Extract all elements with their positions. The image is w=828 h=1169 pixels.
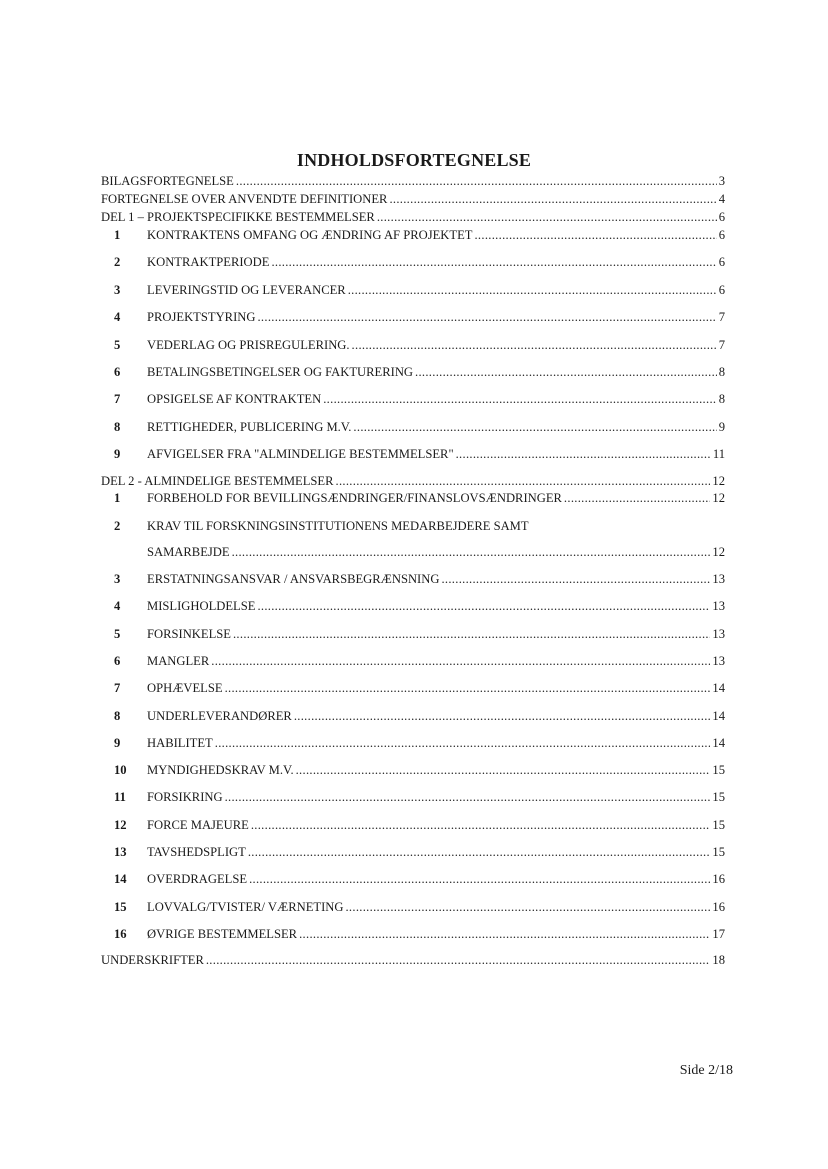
leader-dots xyxy=(233,627,710,642)
toc-entry-text: LOVVALG/TVISTER/ VÆRNETING xyxy=(147,899,344,914)
leader-dots xyxy=(474,228,716,243)
leader-dots xyxy=(323,392,716,407)
toc-page-number: 7 xyxy=(718,337,725,352)
toc-entry-number: 13 xyxy=(114,845,127,859)
toc-entry-text: SAMARBEJDE xyxy=(147,545,230,559)
leader-dots xyxy=(352,338,717,353)
toc-page-number: 14 xyxy=(712,708,725,723)
toc-entry-number: 11 xyxy=(114,790,126,805)
toc-entry-underskrifter[interactable] xyxy=(101,953,725,971)
leader-dots xyxy=(348,283,717,298)
page-number-footer: Side 2/18 xyxy=(679,1063,733,1078)
toc-entry-text: PROJEKTSTYRING xyxy=(147,310,256,325)
toc-entry-text: HABILITET xyxy=(147,735,213,750)
toc-entry-text: DEL 1 – PROJEKTSPECIFIKKE BESTEMMELSER xyxy=(101,210,375,224)
toc-entry-number: 14 xyxy=(114,872,127,887)
leader-dots xyxy=(294,709,711,724)
leader-dots xyxy=(441,572,710,587)
toc-page-number: 6 xyxy=(718,255,725,270)
leader-dots xyxy=(232,545,711,560)
toc-entry-text: FORCE MAJEURE xyxy=(147,817,249,832)
toc-entry[interactable] xyxy=(101,736,725,754)
toc-entry-number: 15 xyxy=(114,899,127,914)
toc-entry-number: 12 xyxy=(114,817,127,832)
toc-entry[interactable] xyxy=(101,447,725,465)
toc-entry[interactable] xyxy=(101,627,725,645)
toc-page-number: 8 xyxy=(718,365,725,379)
toc-entry-del2-1[interactable] xyxy=(101,491,725,509)
toc-entry-number: 2 xyxy=(114,255,121,270)
toc-page-number: 17 xyxy=(712,926,725,941)
toc-entry[interactable] xyxy=(101,654,725,672)
toc-entry-text: UNDERLEVERANDØRER xyxy=(147,708,292,723)
toc-entry[interactable] xyxy=(101,365,725,383)
toc-entry[interactable] xyxy=(101,681,725,699)
toc-page-number: 8 xyxy=(718,392,725,407)
toc-page-number: 9 xyxy=(718,419,725,434)
toc-page-number: 13 xyxy=(712,599,725,614)
toc-entry-definitioner[interactable] xyxy=(101,192,725,210)
toc-entry-text: DEL 2 - ALMINDELIGE BESTEMMELSER xyxy=(101,474,334,488)
toc-entry-text: RETTIGHEDER, PUBLICERING M.V. xyxy=(147,419,352,434)
leader-dots xyxy=(353,420,716,435)
toc-entry[interactable] xyxy=(101,255,725,273)
toc-entry-text: KONTRAKTENS OMFANG OG ÆNDRING AF PROJEKTET xyxy=(147,228,473,242)
toc-entry-number: 4 xyxy=(114,310,121,325)
toc-entry[interactable] xyxy=(101,845,725,863)
toc-page-number: 6 xyxy=(718,282,725,297)
leader-dots xyxy=(564,491,710,506)
toc-entry-number: 3 xyxy=(114,572,121,586)
toc-entry-number: 5 xyxy=(114,626,121,641)
toc-entry-del2[interactable] xyxy=(101,474,725,492)
toc-entry[interactable] xyxy=(101,283,725,301)
toc-entry-text: ERSTATNINGSANSVAR / ANSVARSBEGRÆNSNING xyxy=(147,572,440,586)
toc-entry-text: OPSIGELSE AF KONTRAKTEN xyxy=(147,392,322,407)
toc-entry-text: ØVRIGE BESTEMMELSER xyxy=(147,926,298,941)
toc-entry-text: TAVSHEDSPLIGT xyxy=(147,845,246,859)
toc-entry-number: 8 xyxy=(114,419,121,434)
toc-page-number: 15 xyxy=(712,817,725,832)
toc-page-number: 13 xyxy=(712,572,725,586)
toc-page-number: 14 xyxy=(712,735,725,750)
toc-entry[interactable] xyxy=(101,790,725,808)
toc-page-number: 16 xyxy=(712,899,725,914)
toc-page-number: 6 xyxy=(718,210,725,224)
toc-entry[interactable] xyxy=(101,900,725,918)
leader-dots xyxy=(248,845,711,860)
leader-dots xyxy=(345,900,710,915)
toc-entry-del2-2[interactable] xyxy=(101,519,725,537)
toc-entry-del1[interactable] xyxy=(101,210,725,228)
toc-entry[interactable] xyxy=(101,228,725,246)
toc-entry-text: FORSINKELSE xyxy=(147,626,231,641)
toc-entry-number: 3 xyxy=(114,282,121,297)
toc-page-number: 12 xyxy=(712,545,725,559)
leader-dots xyxy=(211,654,710,669)
toc-entry[interactable] xyxy=(101,420,725,438)
toc-entry[interactable] xyxy=(101,310,725,328)
leader-dots xyxy=(271,255,716,270)
toc-entry-del2-2-cont[interactable] xyxy=(101,545,725,563)
toc-entry-text: LEVERINGSTID OG LEVERANCER xyxy=(147,282,346,297)
toc-page-number: 13 xyxy=(712,626,725,641)
toc-page-number: 14 xyxy=(712,681,725,696)
toc-entry-number: 9 xyxy=(114,447,121,462)
toc-page-number: 7 xyxy=(718,310,725,325)
leader-dots xyxy=(225,681,711,696)
page-title: INDHOLDSFORTEGNELSE xyxy=(296,150,532,170)
leader-dots xyxy=(236,174,717,189)
toc-entry-text: UNDERSKRIFTER xyxy=(101,953,204,967)
leader-dots xyxy=(296,763,711,778)
toc-page-number: 12 xyxy=(712,474,725,488)
leader-dots xyxy=(299,927,710,942)
toc-entry-number: 1 xyxy=(114,228,121,242)
toc-page-number: 4 xyxy=(718,192,725,206)
toc-page-number: 18 xyxy=(712,953,725,967)
leader-dots xyxy=(206,953,711,968)
toc-entry-number: 6 xyxy=(114,653,121,668)
toc-entry-text: VEDERLAG OG PRISREGULERING. xyxy=(147,337,350,352)
leader-dots xyxy=(215,736,711,751)
toc-entry[interactable] xyxy=(101,709,725,727)
toc-entry-number: 4 xyxy=(114,599,121,614)
toc-page-number: 13 xyxy=(712,653,725,668)
leader-dots xyxy=(415,365,717,380)
toc-entry-number: 6 xyxy=(114,365,121,379)
toc-entry-text: OVERDRAGELSE xyxy=(147,872,248,887)
toc-entry-text: AFVIGELSER FRA "ALMINDELIGE BESTEMMELSER" xyxy=(147,447,454,462)
toc-entry[interactable] xyxy=(101,392,725,410)
toc-entry-text: MISLIGHOLDELSE xyxy=(147,599,256,614)
toc-entry-text: OPHÆVELSE xyxy=(147,681,223,696)
leader-dots xyxy=(251,818,711,833)
toc-page-number: 11 xyxy=(712,447,725,462)
toc-entry-number: 9 xyxy=(114,735,121,750)
toc-page-number: 15 xyxy=(712,790,725,805)
toc-page-number: 15 xyxy=(712,763,725,778)
toc-entry[interactable] xyxy=(101,572,725,590)
toc-entry-text: BILAGSFORTEGNELSE xyxy=(101,174,234,188)
toc-entry-text: FORTEGNELSE OVER ANVENDTE DEFINITIONER xyxy=(101,192,388,206)
toc-entry-text: KRAV TIL FORSKNINGSINSTITUTIONENS MEDARBEJDERE SAMT xyxy=(147,519,529,533)
leader-dots xyxy=(389,192,716,207)
toc-entry[interactable] xyxy=(101,338,725,356)
toc-page-number: 15 xyxy=(712,845,725,859)
toc-page-number: 12 xyxy=(712,491,725,505)
toc-entry-number: 2 xyxy=(114,519,121,533)
toc-entry-number: 10 xyxy=(114,763,127,778)
toc-entry-text: MANGLER xyxy=(147,653,210,668)
toc-entry-number: 8 xyxy=(114,708,121,723)
toc-page-number: 6 xyxy=(718,228,725,242)
leader-dots xyxy=(249,872,710,887)
toc-page-number: 16 xyxy=(712,872,725,887)
toc-entry-number: 7 xyxy=(114,392,121,407)
toc-entry-text: KONTRAKTPERIODE xyxy=(147,255,270,270)
toc-entry[interactable] xyxy=(101,927,725,945)
toc-entry-text: BETALINGSBETINGELSER OG FAKTURERING xyxy=(147,365,414,379)
toc-entry-number: 7 xyxy=(114,681,121,696)
toc-entry[interactable] xyxy=(101,599,725,617)
leader-dots xyxy=(257,310,716,325)
toc-entry[interactable] xyxy=(101,872,725,890)
toc-entry-text: FORBEHOLD FOR BEVILLINGSÆNDRINGER/FINANSLOVSÆNDRINGER xyxy=(147,491,562,505)
leader-dots xyxy=(377,210,717,225)
toc-entry-text: FORSIKRING xyxy=(147,790,223,805)
leader-dots xyxy=(225,790,711,805)
leader-dots xyxy=(257,599,710,614)
toc-entry-number: 5 xyxy=(114,337,121,352)
leader-dots xyxy=(456,447,711,462)
toc-page-number: 3 xyxy=(718,174,725,188)
toc-entry-number: 16 xyxy=(114,926,127,941)
leader-dots xyxy=(336,474,711,489)
toc-entry-bilagsfortegnelse[interactable] xyxy=(101,174,725,192)
toc-entry-number: 1 xyxy=(114,491,121,505)
toc-entry[interactable] xyxy=(101,763,725,781)
toc-entry[interactable] xyxy=(101,818,725,836)
toc-entry-text: MYNDIGHEDSKRAV M.V. xyxy=(147,763,294,778)
